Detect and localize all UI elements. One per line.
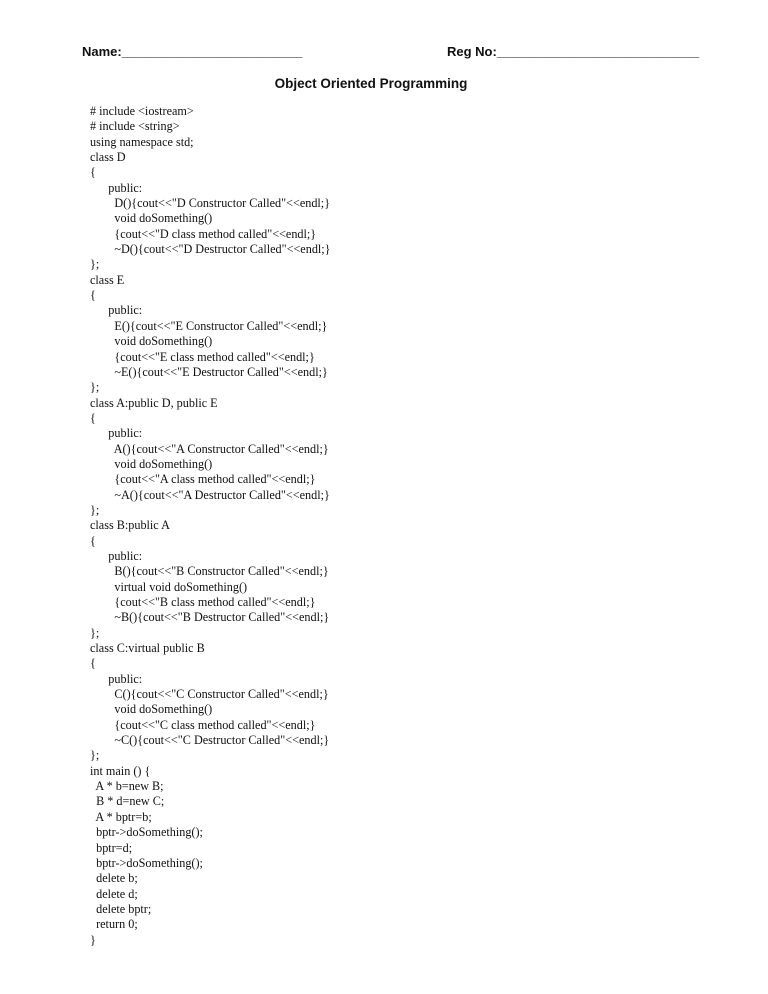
- code-line: ~B(){cout<<"B Destructor Called"<<endl;}: [90, 610, 330, 625]
- code-line: class C:virtual public B: [90, 641, 205, 656]
- code-line: };: [90, 380, 100, 395]
- code-line: public:: [90, 180, 143, 195]
- code-line: };: [90, 502, 100, 517]
- code-line: {: [90, 165, 96, 180]
- code-line: A * b=new B;: [90, 779, 164, 794]
- code-line: class D: [90, 150, 126, 165]
- code-line: C(){cout<<"C Constructor Called"<<endl;}: [90, 687, 329, 702]
- code-line: # include <iostream>: [90, 104, 194, 118]
- code-line: {: [90, 410, 96, 425]
- code-line: {: [90, 533, 96, 548]
- code-line: # include <string>: [90, 119, 180, 134]
- code-line: {: [90, 288, 96, 303]
- code-line: };: [90, 257, 100, 272]
- name-field: Name:_________________________: [82, 44, 303, 59]
- code-line: bptr->doSomething();: [90, 855, 203, 870]
- code-line: public:: [90, 548, 143, 563]
- code-line: B * d=new C;: [90, 794, 165, 809]
- code-line: return 0;: [90, 917, 138, 932]
- code-line: }: [90, 932, 96, 947]
- code-line: {cout<<"A class method called"<<endl;}: [90, 472, 316, 487]
- code-line: B(){cout<<"B Constructor Called"<<endl;}: [90, 564, 329, 579]
- code-line: class B:public A: [90, 518, 170, 533]
- code-line: class A:public D, public E: [90, 395, 218, 410]
- code-line: virtual void doSomething(): [90, 579, 248, 594]
- code-line: bptr=d;: [90, 840, 133, 855]
- code-line: {: [90, 656, 96, 671]
- code-line: public:: [90, 426, 143, 441]
- header-row: [0, 44, 768, 64]
- code-line: };: [90, 625, 100, 640]
- code-line: A(){cout<<"A Constructor Called"<<endl;}: [90, 441, 329, 456]
- code-line: class E: [90, 272, 125, 287]
- code-line: delete bptr;: [90, 901, 152, 916]
- code-line: delete d;: [90, 886, 138, 901]
- code-line: {cout<<"C class method called"<<endl;}: [90, 717, 316, 732]
- code-line: int main () {: [90, 763, 151, 778]
- code-block: [90, 104, 331, 948]
- code-line: ~D(){cout<<"D Destructor Called"<<endl;}: [90, 242, 331, 257]
- code-line: void doSomething(): [90, 334, 213, 349]
- code-line: using namespace std;: [90, 134, 194, 149]
- reg-no-field: Reg No:____________________________: [447, 44, 700, 59]
- code-line: bptr->doSomething();: [90, 825, 203, 840]
- code-line: ~A(){cout<<"A Destructor Called"<<endl;}: [90, 487, 330, 502]
- code-line: {cout<<"E class method called"<<endl;}: [90, 349, 315, 364]
- page-title: Object Oriented Programming: [274, 76, 468, 91]
- code-line: E(){cout<<"E Constructor Called"<<endl;}: [90, 318, 328, 333]
- code-line: public:: [90, 671, 143, 686]
- code-line: delete b;: [90, 871, 138, 886]
- code-line: D(){cout<<"D Constructor Called"<<endl;}: [90, 196, 331, 211]
- code-line: ~C(){cout<<"C Destructor Called"<<endl;}: [90, 733, 330, 748]
- code-line: public:: [90, 303, 143, 318]
- code-line: void doSomething(): [90, 211, 213, 226]
- code-line: };: [90, 748, 100, 763]
- code-line: {cout<<"B class method called"<<endl;}: [90, 595, 316, 609]
- code-line: void doSomething(): [90, 456, 213, 471]
- code-line: void doSomething(): [90, 702, 213, 717]
- code-line: {cout<<"D class method called"<<endl;}: [90, 226, 317, 241]
- code-line: ~E(){cout<<"E Destructor Called"<<endl;}: [90, 364, 328, 379]
- code-line: A * bptr=b;: [90, 809, 152, 824]
